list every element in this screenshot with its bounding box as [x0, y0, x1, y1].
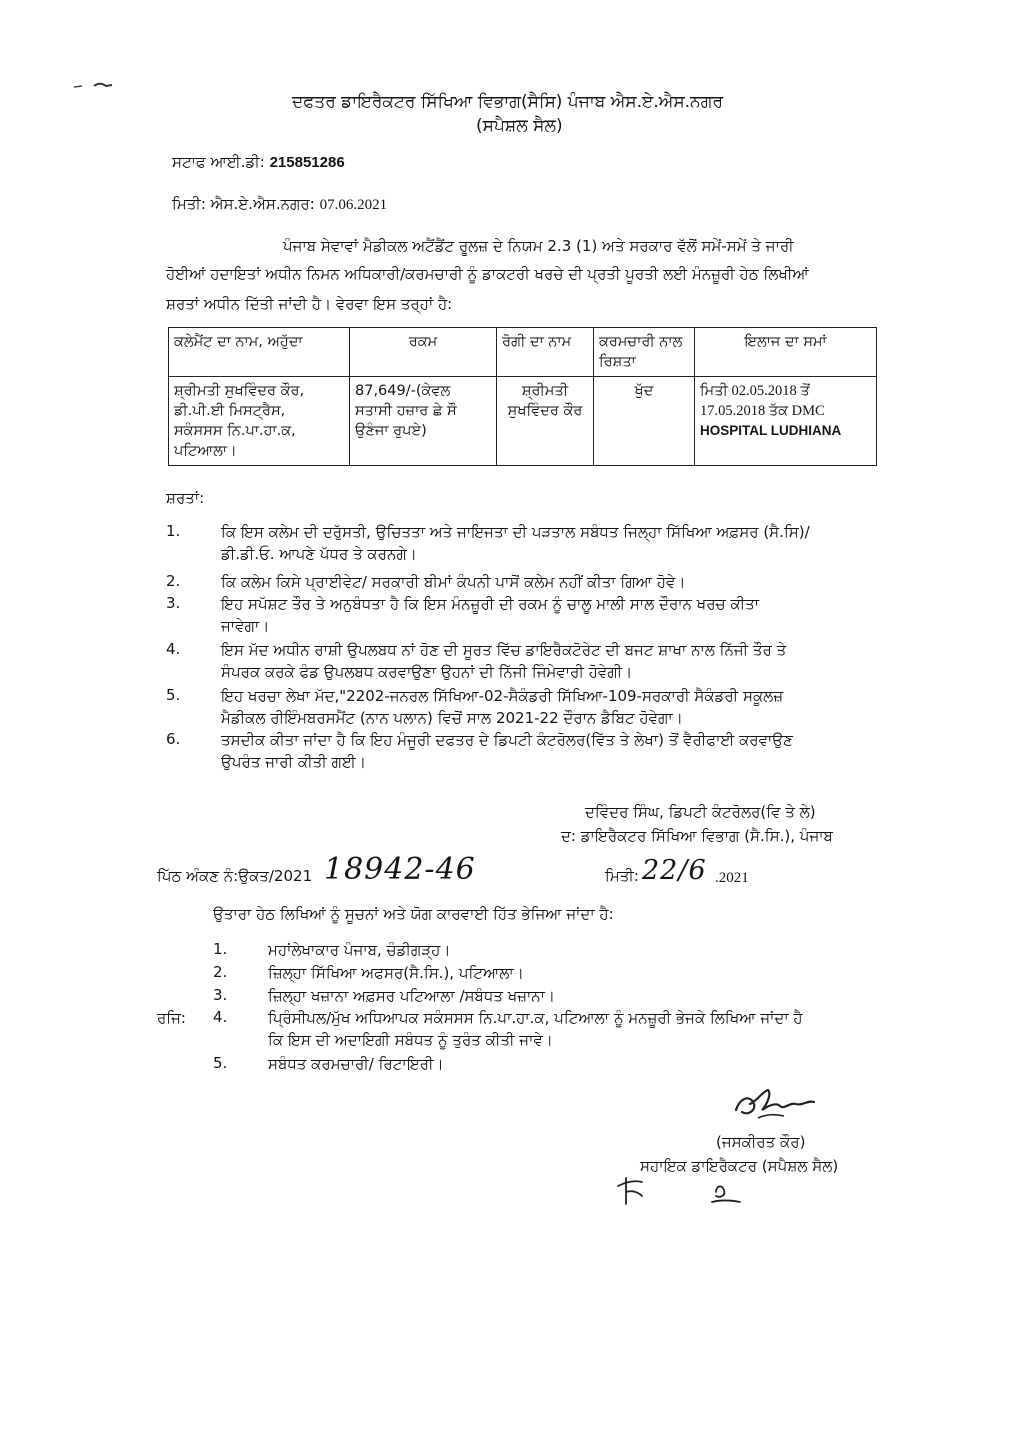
condition-text: ਕਿ ਇਸ ਕਲੇਮ ਦੀ ਦਰੁੱਸਤੀ, ਉਚਿਤਤਾ ਅਤੇ ਜਾਇਜਤਾ ਦੀ ਪੜਤਾਲ ਸਬੰਧਤ ਜਿਲ੍ਹਾ ਸਿੱਖਿਆ ਅਫ਼ਸਰ (ਸੈ.ਸਿ)/	[221, 523, 810, 541]
condition-text: ਕਿ ਕਲੇਮ ਕਿਸੇ ਪ੍ਰਾਈਵੇਟ/ ਸਰਕਾਰੀ ਬੀਮਾਂ ਕੰਪਨੀ ਪਾਸੋਂ ਕਲੇਮ ਨਹੀਂ ਕੀਤਾ ਗਿਆ ਹੋਵੇ।	[221, 573, 686, 591]
conditions-heading: ਸ਼ਰਤਾਂ:	[166, 489, 205, 507]
initials-mark	[612, 1168, 762, 1212]
endorsement-date-suffix: .2021	[715, 870, 749, 886]
intro-line-2: ਹੋਈਆਂ ਹਦਾਇਤਾਂ ਅਧੀਨ ਨਿਮਨ ਅਧਿਕਾਰੀ/ਕਰਮਚਾਰੀ ਨੂੰ ਡਾਕਟਰੀ ਖਰਚੇ ਦੀ ਪ੍ਰਤੀ ਪੂਰਤੀ ਲਈ ਮੰਨਜ਼ੂਰੀ ਹੇਠ ਲਿਖੀਆਂ	[166, 265, 809, 283]
treatment-line: ਮਿਤੀ 02.05.2018 ਤੋਂ	[700, 383, 810, 399]
condition-number: 3.	[166, 594, 181, 612]
date-label: ਮਿਤੀ: ਐਸ.ਏ.ਐਸ.ਨਗਰ:	[172, 195, 315, 213]
claimant-line: ਸਕੰਸਸਸ ਨਿ.ਪਾ.ਹਾ.ਕ,	[174, 423, 296, 439]
header-amount: ਰਕਮ	[350, 328, 497, 377]
staff-id-line	[172, 152, 345, 173]
cell-amount	[350, 377, 497, 466]
endorsement-number-handwritten: 18942-46	[324, 852, 476, 887]
header-treatment: ਇਲਾਜ ਦਾ ਸਮਾਂ	[695, 328, 877, 377]
amount-line: ਸਤਾਸੀ ਹਜ਼ਾਰ ਛੇ ਸੌ	[355, 403, 457, 419]
condition-text: ਸੰਪਰਕ ਕਰਕੇ ਫੰਡ ਉਪਲਬਧ ਕਰਵਾਉਣਾ ਉਹਨਾਂ ਦੀ ਨਿੱਜੀ ਜਿੰਮੇਵਾਰੀ ਹੋਵੇਗੀ।	[221, 663, 633, 681]
condition-text: ਇਹ ਖਰਚਾ ਲੇਖਾ ਮੱਦ,"2202-ਜਨਰਲ ਸਿੱਖਿਆ-02-ਸੈਕੰਡਰੀ ਸਿੱਖਿਆ-109-ਸਰਕਾਰੀ ਸੈਕੰਡਰੀ ਸਕੂਲਜ਼	[221, 687, 784, 705]
amount-line: ਉਣੰਜਾ ਰੁਪਏ)	[355, 423, 427, 439]
copy-number: 1.	[213, 940, 228, 958]
claimant-line: ਪਟਿਆਲਾ।	[174, 443, 237, 459]
copy-number: 2.	[213, 963, 228, 981]
assistant-director-name: (ਜਸਕੀਰਤ ਕੌਰ)	[716, 1133, 806, 1151]
condition-number: 2.	[166, 572, 181, 590]
condition-text: ਮੈਡੀਕਲ ਰੀਇੰਮਬਰਸਮੈਂਟ (ਨਾਨ ਪਲਾਨ) ਵਿਚੋਂ ਸਾਲ 2021-22 ਦੌਰਾਨ ਡੈਬਿਟ ਹੋਵੇਗਾ।	[221, 709, 683, 727]
endorsement-date-label: ਮਿਤੀ:	[605, 867, 639, 885]
claimant-line: ਡੀ.ਪੀ.ਈ ਮਿਸਟ੍ਰੈਸ,	[174, 403, 286, 419]
condition-text: ਇਸ ਮੱਦ ਅਧੀਨ ਰਾਸ਼ੀ ਉਪਲਬਧ ਨਾਂ ਹੋਣ ਦੀ ਸੂਰਤ ਵਿੱਚ ਡਾਇਰੈਕਟੋਰੇਟ ਦੀ ਬਜਟ ਸ਼ਾਖਾ ਨਾਲ ਨਿੱਜੀ ਤੌਰ ਤੇ	[221, 641, 787, 659]
amount-line: 87,649/-(ਕੇਵਲ	[355, 383, 451, 399]
condition-text: ਡੀ.ਡੀ.ਓ. ਆਪਣੇ ਪੱਧਰ ਤੇ ਕਰਨਗੇ।	[221, 545, 417, 563]
header-relation: ਕਰਮਚਾਰੀ ਨਾਲ ਰਿਸ਼ਤਾ	[594, 328, 695, 377]
table-header-row	[169, 328, 877, 377]
copy-number: 3.	[213, 986, 228, 1004]
copy-recipient: ਮਹਾਂਲੇਖਾਕਾਰ ਪੰਜਾਬ, ਚੰਡੀਗੜ੍ਹ।	[268, 941, 451, 959]
intro-line-3: ਸ਼ਰਤਾਂ ਅਧੀਨ ਦਿੱਤੀ ਜਾਂਦੀ ਹੈ। ਵੇਰਵਾ ਇਸ ਤਰ੍ਹਾਂ ਹੈ:	[166, 295, 453, 313]
condition-text: ਉਪਰੰਤ ਜਾਰੀ ਕੀਤੀ ਗਈ।	[221, 753, 366, 771]
handwritten-signature	[728, 1080, 838, 1130]
copy-recipient: ਜ਼ਿਲ੍ਹਾ ਸਿੱਖਿਆ ਅਫਸਰ(ਸੈ.ਸਿ.), ਪਟਿਆਲਾ।	[268, 964, 524, 982]
endorsement-date-handwritten: 22/6	[642, 855, 707, 886]
treatment-line: 17.05.2018 ਤੱਕ DMC	[700, 403, 825, 419]
cell-treatment	[695, 377, 877, 466]
claimant-line: ਸ਼੍ਰੀਮਤੀ ਸੁਖਵਿੰਦਰ ਕੌਰ,	[174, 383, 305, 399]
condition-text: ਤਸਦੀਕ ਕੀਤਾ ਜਾਂਦਾ ਹੈ ਕਿ ਇਹ ਮੰਜੂਰੀ ਦਫਤਰ ਦੇ ਡਿਪਟੀ ਕੰਟਰੋਲਰ(ਵਿੱਤ ਤੇ ਲੇਖਾ) ਤੋਂ ਵੈਰੀਫਾਈ ਕਰਵਾਉਣ	[221, 731, 793, 749]
patient-line: ਸ਼੍ਰੀਮਤੀ	[521, 383, 569, 399]
staff-id-value: 215851286	[269, 154, 345, 171]
endorsement-label: ਪਿੱਠ ਅੰਕਣ ਨੰ:ਉਕਤ/2021	[157, 867, 313, 885]
regd-label: ਰਜਿ:	[157, 1009, 186, 1027]
intro-line-1: ਪੰਜਾਬ ਸੇਵਾਵਾਂ ਮੈਡੀਕਲ ਅਟੈਂਡੈਂਟ ਰੂਲਜ਼ ਦੇ ਨਿਯਮ 2.3 (1) ਅਤੇ ਸਰਕਾਰ ਵੱਲੋਂ ਸਮੇਂ-ਸਮੇਂ ਤੇ ਜਾਰੀ	[283, 237, 794, 255]
condition-number: 5.	[166, 686, 181, 704]
date-line	[172, 194, 387, 215]
date-value: 07.06.2021	[319, 197, 388, 213]
header-claimant: ਕਲੇਮੈਂਟ ਦਾ ਨਾਮ, ਅਹੁੱਦਾ	[169, 328, 350, 377]
condition-number: 4.	[166, 640, 181, 658]
copy-recipient: ਸਬੰਧਤ ਕਰਮਚਾਰੀ/ ਰਿਟਾਇਰੀ।	[268, 1055, 444, 1073]
patient-line: ਸੁਖਵਿੰਦਰ ਕੌਰ	[507, 403, 583, 419]
copy-number: 5.	[213, 1054, 228, 1072]
endorsement-intro: ਉਤਾਰਾ ਹੇਠ ਲਿਖਿਆਂ ਨੂੰ ਸੂਚਨਾਂ ਅਤੇ ਯੋਗ ਕਾਰਵਾਈ ਹਿੱਤ ਭੇਜਿਆ ਜਾਂਦਾ ਹੈ:	[213, 905, 614, 923]
copy-recipient: ਕਿ ਇਸ ਦੀ ਅਦਾਇਗੀ ਸਬੰਧਤ ਨੂੰ ਤੁਰੰਤ ਕੀਤੀ ਜਾਵੇ।	[268, 1031, 553, 1049]
signatory-name: ਦਵਿੰਦਰ ਸਿੰਘ, ਡਿਪਟੀ ਕੰਟਰੋਲਰ(ਵਿ ਤੇ ਲੇ)	[585, 803, 816, 821]
cell-patient	[497, 377, 594, 466]
condition-number: 6.	[166, 730, 181, 748]
stray-mark	[72, 80, 116, 92]
claim-table	[168, 327, 877, 466]
condition-number: 1.	[166, 522, 181, 540]
table-row	[169, 377, 877, 466]
copy-recipient: ਪ੍ਰਿੰਸੀਪਲ/ਮੁੱਖ ਅਧਿਆਪਕ ਸਕੰਸਸਸ ਨਿ.ਪਾ.ਹਾ.ਕ, ਪਟਿਆਲਾ ਨੂੰ ਮਨਜ਼ੂਰੀ ਭੇਜਕੇ ਲਿਖਿਆ ਜਾਂਦਾ ਹੈ	[268, 1009, 803, 1027]
page-subtitle: (ਸਪੈਸ਼ਲ ਸੈਲ)	[476, 116, 563, 136]
copy-number: 4.	[213, 1008, 228, 1026]
copy-recipient: ਜ਼ਿਲ੍ਹਾ ਖਜ਼ਾਨਾ ਅਫ਼ਸਰ ਪਟਿਆਲਾ /ਸਬੰਧਤ ਖਜ਼ਾਨਾ।	[268, 987, 556, 1005]
header-patient: ਰੋਗੀ ਦਾ ਨਾਮ	[497, 328, 594, 377]
cell-relation: ਖੁੱਦ	[594, 377, 695, 466]
signatory-office: ਦ: ਡਾਇਰੈਕਟਰ ਸਿੱਖਿਆ ਵਿਭਾਗ (ਸੈ.ਸਿ.), ਪੰਜਾਬ	[561, 827, 833, 845]
assistant-director-designation: ਸਹਾਇਕ ਡਾਇਰੈਕਟਰ (ਸਪੈਸ਼ਲ ਸੈਲ)	[640, 1157, 839, 1175]
condition-text: ਜਾਵੇਗਾ।	[221, 617, 270, 635]
cell-claimant	[169, 377, 350, 466]
page-title: ਦਫਤਰ ਡਾਇਰੈਕਟਰ ਸਿੱਖਿਆ ਵਿਭਾਗ(ਸੈਸਿ) ਪੰਜਾਬ ਐਸ.ਏ.ਐਸ.ਨਗਰ	[292, 92, 724, 112]
treatment-line: HOSPITAL LUDHIANA	[700, 423, 842, 438]
condition-text: ਇਹ ਸਪੱਸ਼ਟ ਤੌਰ ਤੇ ਅਨੁਬੰਧਤਾ ਹੈ ਕਿ ਇਸ ਮੰਨਜ਼ੂਰੀ ਦੀ ਰਕਮ ਨੂੰ ਚਾਲੂ ਮਾਲੀ ਸਾਲ ਦੌਰਾਨ ਖਰਚ ਕੀਤਾ	[221, 595, 760, 613]
staff-id-label: ਸਟਾਫ ਆਈ.ਡੀ:	[172, 153, 265, 171]
